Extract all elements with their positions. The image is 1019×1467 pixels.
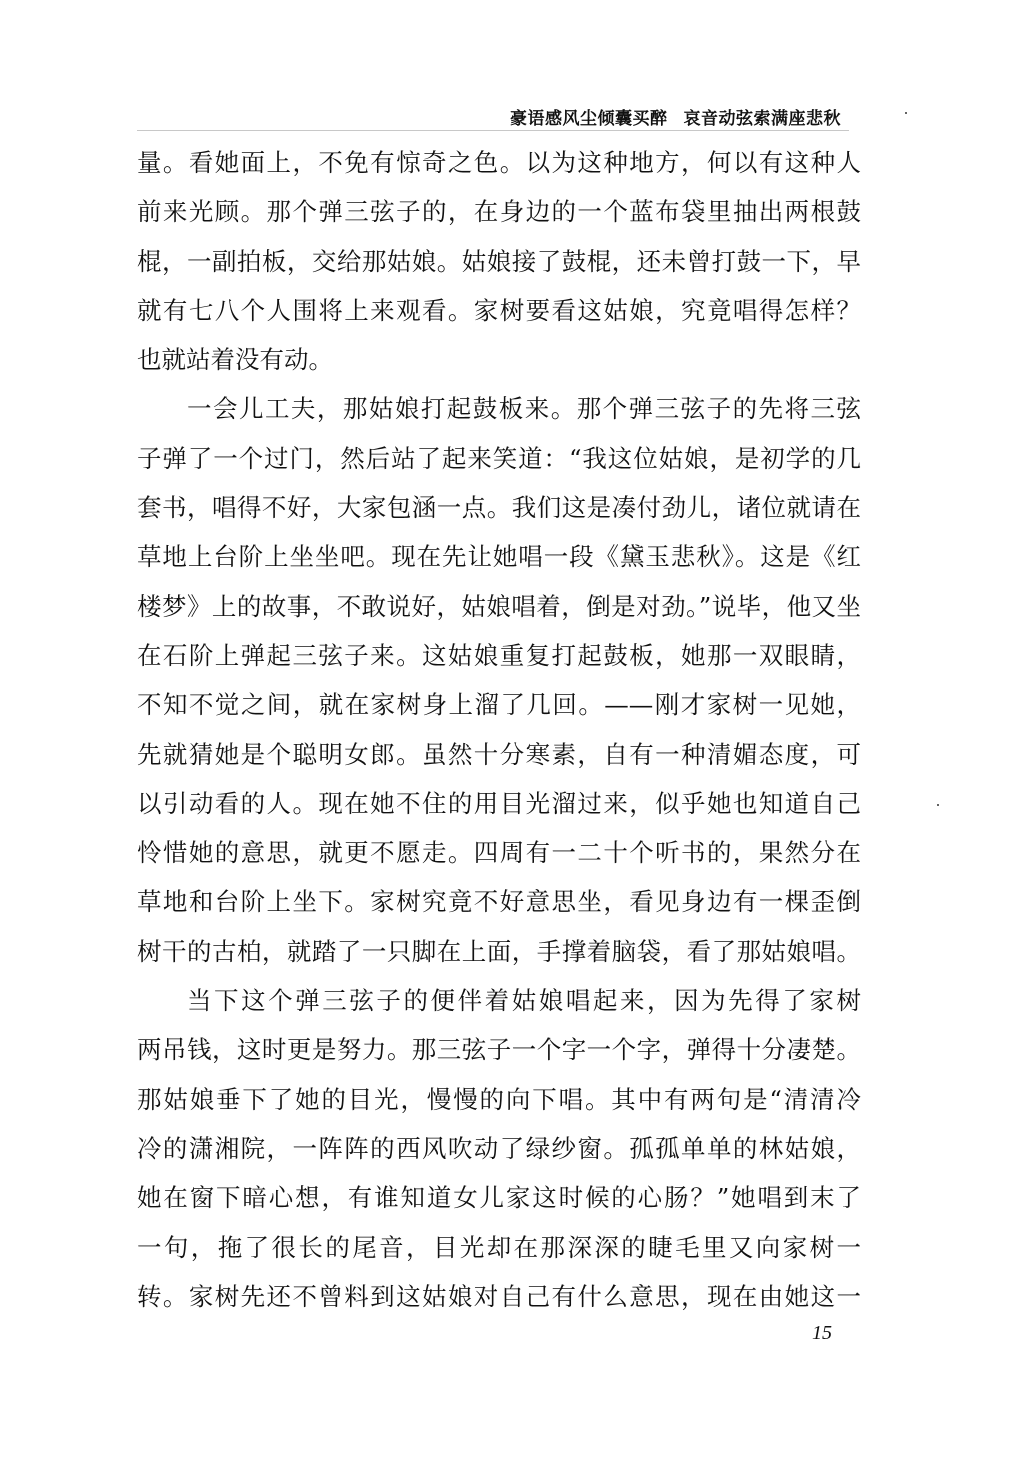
- text-line: 量。看她面上，不免有惊奇之色。以为这种地方，何以有这种人: [137, 148, 861, 177]
- text-line: 冷的潇湘院，一阵阵的西风吹动了绿纱窗。孤孤单单的林姑娘，: [137, 1133, 861, 1163]
- text-line: 一会儿工夫，那姑娘打起鼓板来。那个弹三弦子的先将三弦: [187, 394, 861, 424]
- text-line: 转。家树先还不曾料到这姑娘对自己有什么意思，现在由她这一: [137, 1281, 861, 1311]
- text-line: 也就站着没有动。: [137, 345, 333, 375]
- running-head: [510, 104, 841, 129]
- text-line: 楼梦》上的故事，不敢说好，姑娘唱着，倒是对劲。”说毕，他又坐: [137, 591, 861, 621]
- running-head-title-1: 豪语感风尘倾囊买醉: [510, 109, 668, 129]
- text-line: 那姑娘垂下了她的目光，慢慢的向下唱。其中有两句是“清清冷: [137, 1084, 861, 1114]
- scan-speck: [937, 804, 939, 806]
- header-rule: [137, 130, 849, 131]
- text-line: 当下这个弹三弦子的便伴着姑娘唱起来，因为先得了家树: [187, 986, 861, 1016]
- text-line: 不知不觉之间，就在家树身上溜了几回。——刚才家树一见她，: [137, 690, 861, 720]
- text-line: 怜惜她的意思，就更不愿走。四周有一二十个听书的，果然分在: [137, 838, 861, 868]
- text-line: 两吊钱，这时更是努力。那三弦子一个字一个字，弹得十分凄楚。: [137, 1035, 861, 1065]
- text-line: 先就猜她是个聪明女郎。虽然十分寒素，自有一种清媚态度，可: [137, 739, 861, 769]
- text-line: 就有七八个人围将上来观看。家树要看这姑娘，究竟唱得怎样？: [137, 295, 861, 325]
- text-line: 子弹了一个过门，然后站了起来笑道：“我这位姑娘，是初学的几: [137, 443, 861, 473]
- text-line: 在石阶上弹起三弦子来。这姑娘重复打起鼓板，她那一双眼睛，: [137, 640, 861, 670]
- running-head-title-2: 哀音动弦索满座悲秋: [683, 109, 841, 129]
- text-line: 树干的古柏，就踏了一只脚在上面，手撑着脑袋，看了那姑娘唱。: [137, 936, 861, 966]
- page-number: 15: [812, 1322, 832, 1344]
- text-line: 草地和台阶上坐下。家树究竟不好意思坐，看见身边有一棵歪倒: [137, 887, 861, 917]
- scan-speck: [905, 112, 907, 114]
- body-text: [137, 138, 861, 1321]
- text-line: 一句，拖了很长的尾音，目光却在那深深的睫毛里又向家树一: [137, 1232, 861, 1262]
- text-line: 以引动看的人。现在她不住的用目光溜过来，似乎她也知道自己: [137, 788, 861, 818]
- text-line: 前来光顾。那个弹三弦子的，在身边的一个蓝布袋里抽出两根鼓: [137, 197, 861, 227]
- text-line: 草地上台阶上坐坐吧。现在先让她唱一段《黛玉悲秋》。这是《红: [137, 542, 861, 572]
- text-line: 她在窗下暗心想，有谁知道女儿家这时候的心肠？”她唱到末了: [137, 1183, 861, 1213]
- text-line: 棍，一副拍板，交给那姑娘。姑娘接了鼓棍，还未曾打鼓一下，早: [137, 246, 861, 276]
- text-line: 套书，唱得不好，大家包涵一点。我们这是凑付劲儿，诸位就请在: [137, 493, 861, 523]
